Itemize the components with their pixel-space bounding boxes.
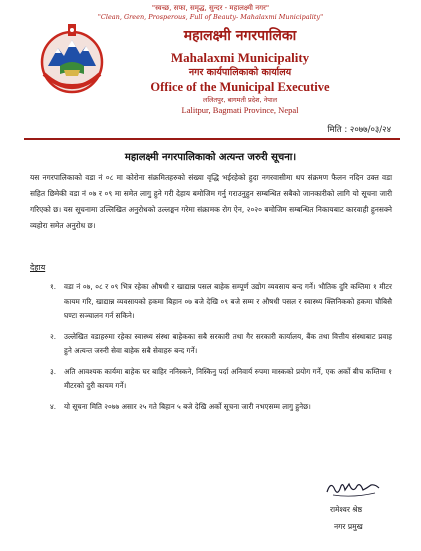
notice-date: मिति : २०७७/०३/२४ (327, 125, 391, 135)
clause-number: ४. (50, 401, 57, 411)
address-english: Lalitpur, Bagmati Province, Nepal (181, 105, 299, 115)
slogan-nepali: "स्वच्छ, सफा, समृद्ध, सुन्दर - महालक्ष्मी नगर" (151, 4, 270, 12)
clause-item (30, 365, 392, 394)
notice-intro-paragraph: यस नगरपालिकाको वडा नं ०८ मा कोरोना संक्रमितहरुको संख्या वृद्धि भईरहेको हुदा नगरवासीमा थप संक्रमण फैलन नदिन उक्त वडा सहित छिमेकी वडा नं ०७ र ०९ मा समेत लागु हुने गरी देहाय बमोजिम गर्नु गराउनुहुन सम्बन्धित सबैको जानकारीको लागि यो सूचना जारी गरिएको छ। यस सूचनामा उल्लिखित अनुरोधको उल्लङ्घन गरेमा संक्रामक रोग ऐन, २०२० बमोजिम सम्बन्धित निकायबाट कारवाही हुनसक्ने व्यहोरा समेत अनुरोध छ। (30, 173, 392, 230)
clause-list (30, 280, 392, 420)
clause-text: यो सूचना मिति २०७७ असार २५ गते बिहान ५ बजे देखि अर्को सूचना जारी नभएसम्म लागु हुनेछ। (64, 401, 311, 411)
slogan-english: "Clean, Green, Prosperous, Full of Beauty- Mahalaxmi Municipality" (97, 13, 324, 21)
municipality-name-nepali: महालक्ष्मी नगरपालिका (183, 28, 297, 44)
ground-label: देहाय (30, 263, 46, 272)
municipality-name-english: Mahalaxmi Municipality (170, 50, 310, 65)
signatory-title: नगर प्रमुख (334, 522, 363, 531)
clause-text: वडा नं ०७, ०८ र ०९ भित्र रहेका औषधी र खाद्यान्न पसल बाहेक सम्पूर्ण उद्योग व्यवसाय बन्द गर्ने। भौतिक दुरि कम्तिमा १ मीटर कायम गरि, खाद्यान्न व्यवसायको हकमा बिहान ०७ बजे देखि ०९ बजे सम्म र औषधी पसल र स्वास्थ्य क्लिनिकको हकमा चौबिसै घण्टा सञ्चालन गर्न सकिने। (64, 282, 392, 320)
clause-text: अति आवश्यक कार्यमा बाहेक घर बाहिर ननिस्कने, निस्किनु पर्दा अनिवार्य रुपमा मास्कको प्रयोग गर्ने, एक अर्को बीच कम्तिमा १ मीटरको दुरी कायम गर्ने। (64, 366, 392, 390)
clause-text: उल्लेखित वडाहरुमा रहेका स्वास्थ्य संस्था बाहेकका सबै सरकारी तथा गैर सरकारी कार्यालय, बैंक तथा वित्तीय संस्थाबाट प्रवाह हुने अत्यन्त जरुरी सेवा बाहेक सबै सेवाहरु बन्द गर्ने। (64, 331, 392, 355)
clause-item (30, 280, 392, 324)
clause-number: २. (50, 331, 57, 341)
office-name-nepali: नगर कार्यपालिकाको कार्यालय (188, 67, 292, 78)
notice-subject: महालक्ष्मी नगरपालिकाको अत्यन्त जरुरी सूचना। (124, 152, 297, 163)
handwritten-signature (323, 476, 383, 500)
clause-item (30, 330, 392, 359)
office-name-english: Office of the Municipal Executive (150, 80, 330, 94)
clause-number: ३. (50, 366, 57, 376)
nepal-government-emblem-icon (34, 22, 110, 98)
header-divider (24, 138, 400, 140)
address-nepali: ललितपुर, बागमती प्रदेश, नेपाल (202, 96, 278, 104)
clause-item (30, 400, 392, 415)
clause-number: १. (50, 282, 57, 291)
signatory-name: रामेश्वर श्रेष्ठ (330, 505, 363, 514)
